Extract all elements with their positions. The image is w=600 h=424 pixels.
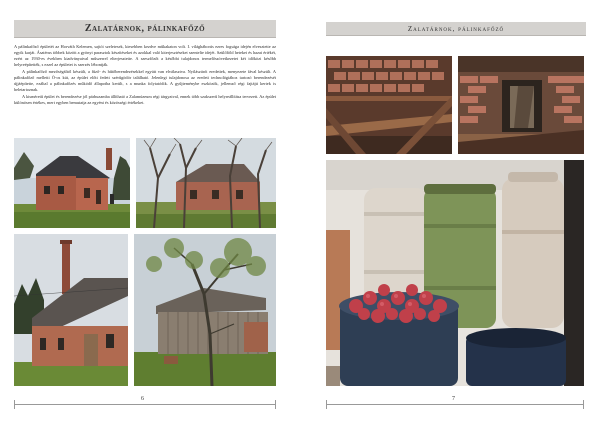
photo-wooden-shed <box>134 234 276 386</box>
photo-roof-beams <box>326 56 452 154</box>
left-footer-tick-end <box>275 400 276 409</box>
photo-brick-house <box>14 138 130 228</box>
right-footer-tick-start <box>326 400 327 409</box>
left-footer-tick-start <box>14 400 15 409</box>
left-footer-line <box>14 404 276 405</box>
right-page-heading: Zalatárnok, pálinkafőző <box>407 25 505 33</box>
right-page-number: 7 <box>452 396 455 402</box>
photo-house-trees <box>136 138 276 228</box>
left-page-heading: Zalatárnok, pálinkafőző <box>84 23 206 34</box>
right-page <box>300 0 600 424</box>
left-page-heading-bar <box>14 20 276 38</box>
left-page-number: 6 <box>141 396 144 402</box>
photo-barrels-apples <box>326 160 584 386</box>
right-page-heading-bar <box>326 22 586 36</box>
paragraph-1: A pálinkafőző épületét az Horváth Kelemen, sajtói szeletesek, kiesebben kezdve műkakaton volt. I. világháborús ezres fogsága idején elvesztette az egyik karját. Ásatérus többek között a gyönyi parasztok készítéseket és azokkal való kiterjesztéseket szentelte idejét. Szülőföld hetekei és hazai értékét, ezért az 1930-es években kiadványaival műszerrel elterjesztette. A szeszfőzőt a későbbi tulajdonos termelőszövetkezetet két időközi később helyreépítették, s ezzel az épületet is szerzés lébontják. <box>14 44 276 68</box>
photo-chimney-house <box>14 234 128 386</box>
body-text <box>14 44 276 132</box>
right-footer-tick-end <box>583 400 584 409</box>
paragraph-3: A kisméretű épület és berendezése jól párhuzamba állítható a Zalamúzeum régi tárgyaival, ennek több szakszerű helyreállítása tervezett. Az épület különösen értékes, mert egyben bemutatja az egyéni és közösségi értékeket. <box>14 93 276 105</box>
right-footer-line <box>326 404 584 405</box>
photo-loft-opening <box>458 56 584 154</box>
paragraph-2: A pálinkafőző mezőségáltól készült, a fűző- és hűtőberendezésekkel együtt van elválasztva. Nyilászárói eredetiek, menyezete fával készült. A pálinkafőző melletti Ö-os kút, az épület előtt fedett szérűgödör található. Jelenlegi tulajdonosa az eredeti technológiához tartozó berendezését újjáépítette, ezáltal a pálinkafőzés működő állapotba került, s a munka folytatódik. A gyűjteménybe eszközök, jellemző régi fajtájú kertek is beletartoznak. <box>14 68 276 93</box>
